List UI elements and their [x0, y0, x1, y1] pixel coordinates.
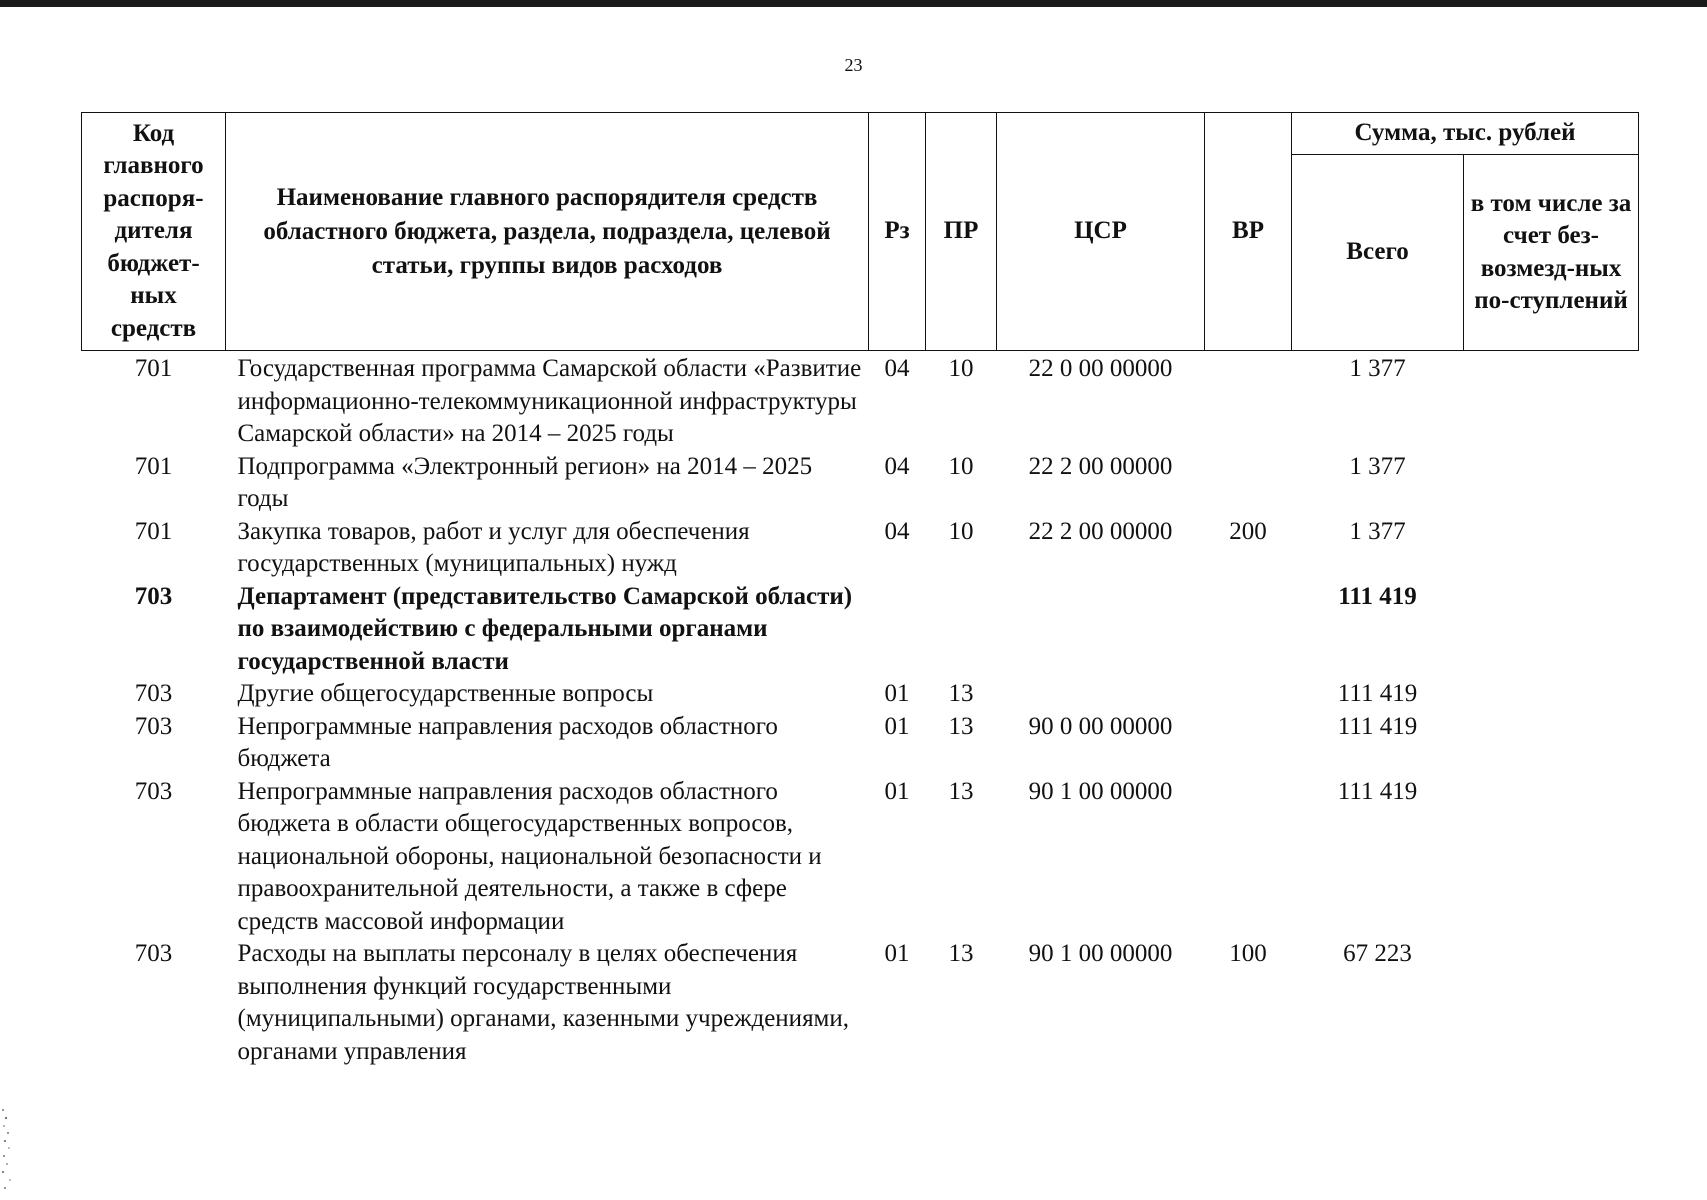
row-vr — [1205, 711, 1292, 776]
row-pr: 13 — [948, 940, 974, 967]
row-grant — [1464, 581, 1639, 679]
scan-artifact — [0, 1100, 18, 1200]
row-grant — [1464, 351, 1639, 451]
row-grant — [1464, 678, 1639, 711]
row-name: Непрограммные направления расходов областного бюджета в области общегосударственных вопросов, национальной обороны, национальной безопасности и правоохранительной деятельности, а также в сфере средств массовой информации — [237, 777, 822, 935]
header-total: Всего — [1292, 155, 1464, 351]
row-code: 701 — [134, 452, 173, 480]
row-pr: 10 — [948, 517, 974, 545]
page-top-border — [0, 0, 1707, 7]
row-rz: 01 — [884, 712, 910, 740]
header-rz: Рз — [869, 113, 926, 351]
header-csr: ЦСР — [997, 113, 1205, 351]
row-csr: 22 2 00 00000 — [1028, 517, 1173, 545]
table-row — [82, 581, 1639, 679]
row-csr: 22 0 00 00000 — [1028, 355, 1173, 382]
row-code: 703 — [134, 712, 173, 740]
table-body — [82, 351, 1639, 1069]
row-vr — [1205, 351, 1292, 451]
row-grant — [1464, 711, 1639, 776]
row-total: 1 377 — [1349, 517, 1406, 545]
row-total: 111 419 — [1337, 712, 1418, 740]
row-rz: 04 — [884, 452, 910, 480]
row-name: Государственная программа Самарской области «Развитие информационно-телекоммуникационной инфраструктуры Самарской области» на 2014 – 2025 годы — [237, 355, 862, 447]
row-pr: 10 — [948, 452, 974, 480]
row-rz: 01 — [884, 777, 910, 805]
row-grant — [1464, 776, 1639, 939]
table-header — [82, 113, 1639, 351]
table-row — [82, 451, 1639, 516]
row-pr: 13 — [948, 777, 974, 805]
row-vr — [1205, 581, 1292, 679]
row-code: 703 — [134, 777, 173, 805]
header-pr: ПР — [926, 113, 997, 351]
row-rz — [869, 581, 926, 679]
row-rz: 01 — [884, 940, 910, 967]
table-row — [82, 776, 1639, 939]
row-name: Подпрограмма «Электронный регион» на 2014 – 2025 годы — [237, 452, 813, 512]
header-grant: в том числе за счет без-возмезд-ных по-ступлений — [1464, 155, 1639, 351]
budget-table — [81, 112, 1639, 1068]
row-grant — [1464, 516, 1639, 581]
row-pr: 13 — [948, 680, 974, 707]
row-code: 703 — [134, 940, 173, 967]
row-total: 1 377 — [1349, 355, 1406, 382]
row-total: 111 419 — [1338, 582, 1417, 610]
row-csr: 90 1 00 00000 — [1028, 940, 1173, 967]
row-csr — [997, 581, 1205, 679]
header-vr: ВР — [1205, 113, 1292, 351]
row-total: 67 223 — [1343, 940, 1412, 967]
row-code: 701 — [134, 517, 173, 545]
row-total: 111 419 — [1337, 777, 1418, 805]
row-code: 703 — [134, 582, 173, 610]
row-csr: 90 1 00 00000 — [1028, 777, 1173, 805]
row-csr — [997, 678, 1205, 711]
header-code: Код главного распоря-дителя бюджет-ных средств — [82, 113, 226, 351]
row-rz: 04 — [884, 355, 910, 382]
row-name: Непрограммные направления расходов областного бюджета — [237, 712, 778, 772]
page-number: 23 — [844, 55, 863, 75]
row-csr: 22 2 00 00000 — [1028, 452, 1173, 480]
header-sum-group: Сумма, тыс. рублей — [1292, 113, 1639, 155]
row-name: Другие общегосударственные вопросы — [237, 680, 654, 707]
row-name: Департамент (представительство Самарской области) по взаимодействию с федеральными органами государственной власти — [237, 582, 853, 675]
row-name: Закупка товаров, работ и услуг для обеспечения государственных (муниципальных) нужд — [237, 517, 750, 577]
table-row — [82, 516, 1639, 581]
row-total: 1 377 — [1349, 452, 1406, 480]
row-pr — [926, 581, 997, 679]
row-code: 703 — [134, 680, 173, 707]
row-name: Расходы на выплаты персоналу в целях обеспечения выполнения функций государственными (муниципальными) органами, казенными учреждениями, органами управления — [237, 940, 850, 1065]
table-row — [82, 711, 1639, 776]
table-row — [82, 938, 1639, 1068]
row-grant — [1464, 938, 1639, 1068]
row-rz: 04 — [884, 517, 910, 545]
row-vr — [1205, 678, 1292, 711]
row-grant — [1464, 451, 1639, 516]
row-vr: 100 — [1229, 940, 1267, 967]
row-vr — [1205, 451, 1292, 516]
table-row — [82, 351, 1639, 451]
row-total: 111 419 — [1337, 680, 1418, 707]
row-csr: 90 0 00 00000 — [1028, 712, 1173, 740]
row-vr: 200 — [1229, 517, 1267, 545]
table-row — [82, 678, 1639, 711]
row-code: 701 — [134, 355, 173, 382]
row-pr: 13 — [948, 712, 974, 740]
row-vr — [1205, 776, 1292, 939]
row-pr: 10 — [948, 355, 974, 382]
row-rz: 01 — [884, 680, 910, 707]
header-name: Наименование главного распорядителя средств областного бюджета, раздела, подраздела, целевой статьи, группы видов расходов — [226, 113, 869, 351]
